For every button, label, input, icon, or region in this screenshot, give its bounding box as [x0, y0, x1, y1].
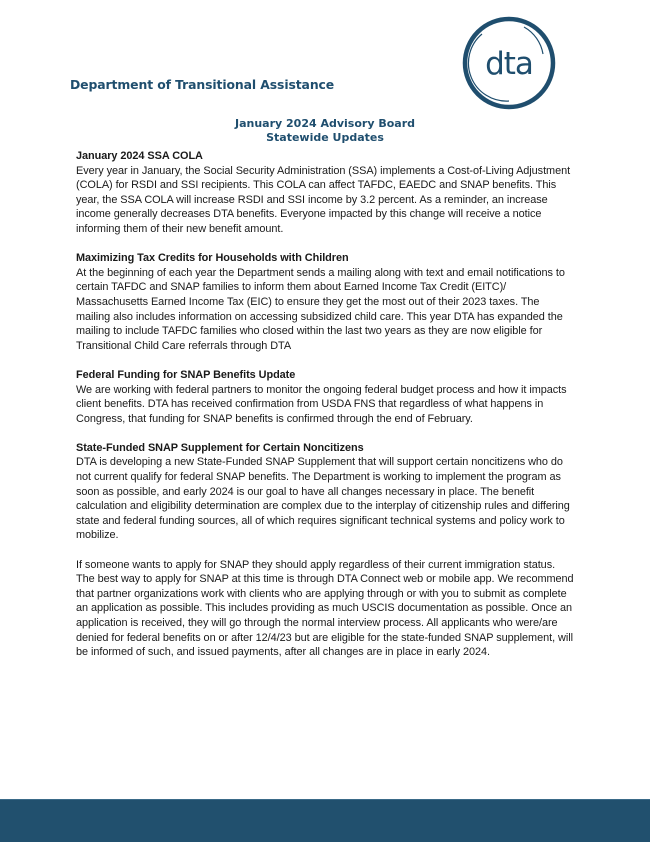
section-body: If someone wants to apply for SNAP they should apply regardless of their current immigration status. The best way to apply for SNAP at this time is through DTA Connect web or mobile app. We recommend that partner organizations work with clients who are applying through or with you to submit as complete an application as possible. This includes providing as much USCIS documentation as possible. Once an application is received, they will go through the normal interview process. All applicants who were/are denied for federal benefits on or after 12/4/23 but are eligible for the state-funded SNAP supplement, will be informed of such, and issued payments, after all changes are in place in early 2024.: [76, 558, 574, 659]
department-name: Department of Transitional Assistance: [70, 77, 335, 92]
section-heading: State-Funded SNAP Supplement for Certain Noncitizens: [76, 441, 364, 454]
section-body: Every year in January, the Social Security Administration (SSA) implements a Cost-of-Living Adjustment (COLA) for RSDI and SSI recipients. This COLA can affect TAFDC, EAEDC and SNAP benefits. This year, the SSA COLA will increase RSDI and SSI income by 3.2 percent. As a reminder, an increase income generally decreases DTA benefits. Everyone impacted by this change will receive a notice informing them of their new benefit amount.: [76, 164, 571, 235]
section-ssa-cola: [76, 149, 576, 237]
footer-band: [0, 799, 650, 842]
section-tax-credits: [76, 251, 576, 353]
page-title: [0, 117, 650, 145]
title-line-2: Statewide Updates: [266, 131, 384, 144]
section-body: We are working with federal partners to monitor the ongoing federal budget process and how it impacts client benefits. DTA has received confirmation from USDA FNS that regardless of what happens in Congress, that funding for SNAP benefits is confirmed through the end of February.: [76, 383, 567, 425]
section-heading: January 2024 SSA COLA: [76, 150, 203, 162]
dta-logo-icon: [460, 14, 558, 112]
section-federal-funding: [76, 368, 576, 426]
document-body: [76, 149, 576, 674]
section-apply-guidance: [76, 558, 576, 660]
logo-text: dta: [485, 46, 533, 82]
section-state-funded-snap: [76, 441, 576, 543]
section-body: At the beginning of each year the Department sends a mailing along with text and email notifications to certain TAFDC and SNAP families to inform them about Earned Income Tax Credit (EITC)/ Massachusetts Earned Income Tax (EIC) to ensure they get the most out of their 2023 taxes. The mailing also includes information on accessing subsidized child care. This year DTA has expanded the mailing to include TAFDC families who closed within the last two years as they are now eligible for Transitional Child Care referrals through DTA: [76, 266, 565, 352]
section-heading: Maximizing Tax Credits for Households with Children: [76, 252, 349, 265]
section-heading: Federal Funding for SNAP Benefits Update: [76, 368, 296, 381]
title-line-1: January 2024 Advisory Board: [235, 117, 415, 130]
section-body: DTA is developing a new State-Funded SNAP Supplement that will support certain noncitizens who do not current qualify for federal SNAP benefits. The Department is working to implement the program as soon as possible, and early 2024 is our goal to have all changes necessary in place. The benefit calculation and eligibility determination are complex due to the interplay of citizenship rules and differing state and federal funding sources, all of which requires significant technical systems and policy work to mobilize.: [76, 456, 570, 542]
